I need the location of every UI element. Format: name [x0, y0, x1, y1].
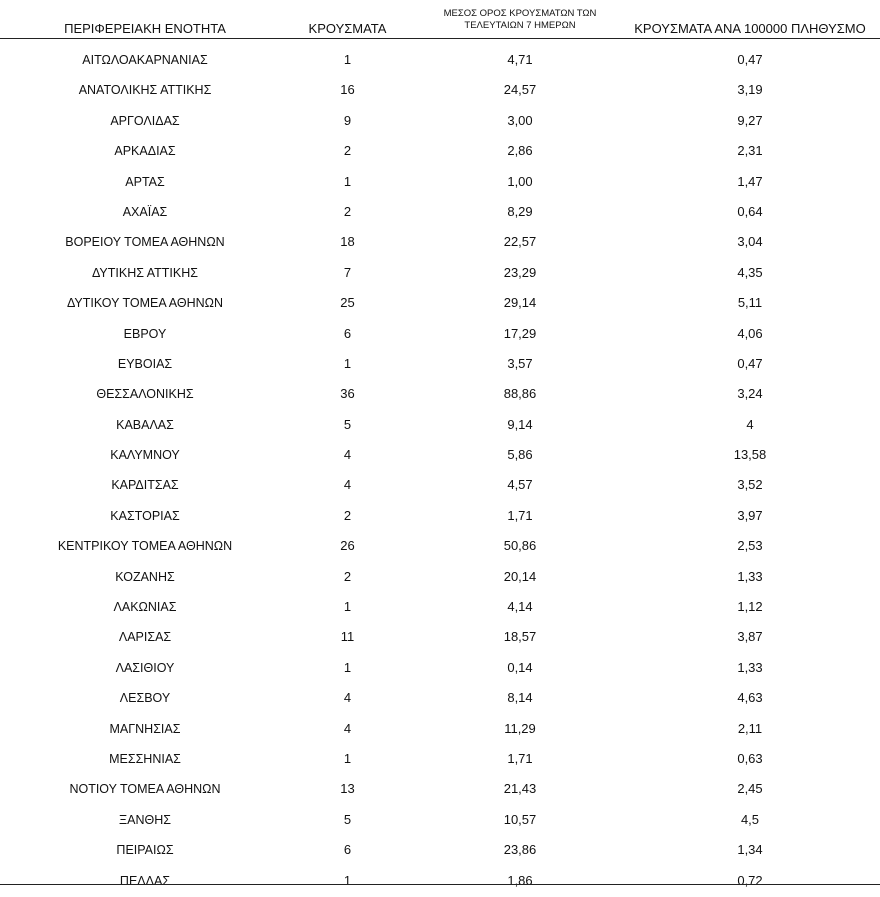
cell-region: ΚΑΛΥΜΝΟΥ	[110, 448, 180, 463]
cell-seven-day-average: 10,57	[503, 811, 537, 827]
cell-per-100k: 3,19	[737, 82, 763, 98]
cell-seven-day-average: 3,57	[507, 355, 533, 371]
cell-seven-day-average: 20,14	[503, 568, 537, 584]
cell-region: ΚΑΣΤΟΡΙΑΣ	[110, 508, 180, 523]
table-row	[0, 654, 880, 684]
cell-region: ΕΥΒΟΙΑΣ	[117, 356, 173, 371]
cell-region: ΚΟΖΑΝΗΣ	[115, 569, 175, 584]
cell-cases: 4	[343, 447, 352, 463]
table-row	[0, 46, 880, 76]
cell-region: ΠΕΙΡΑΙΩΣ	[116, 843, 174, 858]
cell-cases: 25	[340, 295, 355, 311]
cell-cases: 2	[343, 203, 352, 219]
cell-region: ΕΒΡΟΥ	[123, 326, 167, 341]
header-avg-line1: ΜΕΣΟΣ ΟΡΟΣ ΚΡΟΥΣΜΑΤΩΝ ΤΩΝ	[443, 8, 597, 19]
cell-region: ΑΡΓΟΛΙΔΑΣ	[110, 113, 180, 128]
table-row	[0, 320, 880, 350]
cell-seven-day-average: 9,14	[507, 416, 533, 432]
cell-seven-day-average: 24,57	[503, 82, 537, 98]
table-row	[0, 168, 880, 198]
table-row	[0, 593, 880, 623]
cell-seven-day-average: 23,29	[503, 264, 537, 280]
cell-cases: 26	[340, 538, 355, 554]
cell-per-100k: 5,11	[737, 295, 763, 311]
cell-seven-day-average: 8,29	[507, 203, 533, 219]
cell-per-100k: 2,31	[737, 143, 763, 159]
table-row	[0, 380, 880, 410]
cell-cases: 1	[343, 52, 352, 67]
cell-region: ΛΕΣΒΟΥ	[119, 691, 171, 706]
cell-per-100k: 2,53	[737, 538, 763, 554]
table-row	[0, 350, 880, 380]
cell-seven-day-average: 18,57	[503, 629, 537, 645]
cell-per-100k: 0,64	[737, 203, 763, 219]
cell-cases: 16	[340, 82, 355, 98]
table-row	[0, 836, 880, 866]
cell-region: ΠΕΛΛΑΣ	[119, 873, 171, 888]
cell-per-100k: 0,63	[737, 750, 763, 766]
cell-seven-day-average: 1,71	[507, 750, 533, 766]
cell-region: ΔΥΤΙΚΗΣ ΑΤΤΙΚΗΣ	[92, 265, 198, 280]
cell-cases: 2	[343, 143, 352, 159]
cell-seven-day-average: 88,86	[503, 386, 537, 402]
table-row	[0, 471, 880, 501]
cell-seven-day-average: 1,71	[507, 507, 533, 523]
header-region: ΠΕΡΙΦΕΡΕΙΑΚΗ ΕΝΟΤΗΤΑ	[64, 21, 226, 36]
table-row	[0, 715, 880, 745]
cell-seven-day-average: 22,57	[503, 234, 537, 250]
cell-per-100k: 3,87	[737, 629, 763, 645]
cell-region: ΒΟΡΕΙΟΥ ΤΟΜΕΑ ΑΘΗΝΩΝ	[65, 235, 225, 250]
cell-cases: 36	[340, 386, 355, 402]
cell-per-100k: 2,45	[737, 781, 763, 797]
table-row	[0, 198, 880, 228]
cell-per-100k: 4,06	[737, 325, 763, 341]
cell-region: ΛΑΡΙΣΑΣ	[118, 630, 172, 645]
cell-seven-day-average: 50,86	[503, 538, 537, 554]
table-row	[0, 259, 880, 289]
cell-cases: 5	[343, 811, 352, 827]
cell-region: ΜΕΣΣΗΝΙΑΣ	[109, 751, 181, 766]
cell-per-100k: 4,5	[740, 811, 760, 827]
table-bottom-border	[0, 884, 880, 885]
cell-seven-day-average: 21,43	[503, 781, 537, 797]
cell-region: ΛΑΣΙΘΙΟΥ	[115, 660, 175, 675]
cell-cases: 1	[343, 750, 352, 766]
cell-region: ΑΙΤΩΛΟΑΚΑΡΝΑΝΙΑΣ	[82, 53, 208, 67]
cell-per-100k: 4,63	[737, 690, 763, 706]
cell-seven-day-average: 1,86	[507, 872, 533, 888]
cell-seven-day-average: 29,14	[503, 295, 537, 311]
table-row	[0, 623, 880, 653]
cell-region: ΑΝΑΤΟΛΙΚΗΣ ΑΤΤΙΚΗΣ	[78, 83, 212, 98]
cell-cases: 4	[343, 690, 352, 706]
cell-cases: 1	[343, 355, 352, 371]
table-body	[0, 46, 880, 897]
cell-per-100k: 3,24	[737, 386, 763, 402]
cell-seven-day-average: 8,14	[507, 690, 533, 706]
cell-cases: 2	[343, 507, 352, 523]
cell-region: ΜΑΓΝΗΣΙΑΣ	[109, 721, 181, 736]
cell-per-100k: 4,35	[737, 264, 763, 280]
cell-cases: 4	[343, 720, 352, 736]
table-row	[0, 775, 880, 805]
table-row	[0, 806, 880, 836]
cell-cases: 1	[343, 659, 352, 675]
cell-region: ΚΑΒΑΛΑΣ	[116, 417, 174, 432]
cell-seven-day-average: 17,29	[503, 325, 537, 341]
cell-cases: 11	[340, 629, 355, 645]
cell-region: ΘΕΣΣΑΛΟΝΙΚΗΣ	[96, 387, 194, 402]
cell-per-100k: 0,47	[737, 355, 763, 371]
cell-per-100k: 1,33	[737, 568, 763, 584]
table-row	[0, 563, 880, 593]
cell-seven-day-average: 4,14	[507, 599, 533, 615]
table-row	[0, 867, 880, 897]
cell-region: ΑΡΤΑΣ	[125, 174, 165, 189]
table-row	[0, 76, 880, 106]
cell-per-100k: 4	[746, 416, 754, 432]
cell-cases: 18	[340, 234, 355, 250]
header-cases-per-100k: ΚΡΟΥΣΜΑΤΑ ΑΝΑ 100000 ΠΛΗΘΥΣΜΟ	[634, 21, 866, 36]
cell-per-100k: 1,33	[737, 659, 763, 675]
cell-cases: 4	[343, 477, 352, 493]
cell-seven-day-average: 23,86	[503, 842, 537, 858]
cell-cases: 1	[343, 872, 352, 888]
cell-region: ΚΑΡΔΙΤΣΑΣ	[111, 478, 179, 493]
cell-cases: 7	[343, 264, 352, 280]
cell-region: ΑΡΚΑΔΙΑΣ	[114, 144, 176, 159]
cell-per-100k: 13,58	[733, 447, 767, 463]
cell-per-100k: 0,72	[737, 872, 763, 888]
cell-per-100k: 0,47	[737, 52, 763, 67]
cell-per-100k: 1,12	[737, 599, 763, 615]
table-row	[0, 228, 880, 258]
cell-seven-day-average: 1,00	[507, 173, 533, 189]
cell-seven-day-average: 5,86	[507, 447, 533, 463]
table-row	[0, 745, 880, 775]
cell-cases: 9	[343, 112, 352, 128]
cell-region: ΞΑΝΘΗΣ	[119, 812, 171, 827]
header-seven-day-average	[405, 8, 635, 32]
table-row	[0, 411, 880, 441]
cell-per-100k: 9,27	[737, 112, 763, 128]
cell-seven-day-average: 3,00	[507, 112, 533, 128]
cell-per-100k: 3,04	[737, 234, 763, 250]
cell-cases: 6	[343, 325, 352, 341]
cell-per-100k: 3,52	[737, 477, 763, 493]
cell-region: ΝΟΤΙΟΥ ΤΟΜΕΑ ΑΘΗΝΩΝ	[69, 782, 221, 797]
cell-region: ΔΥΤΙΚΟΥ ΤΟΜΕΑ ΑΘΗΝΩΝ	[66, 296, 224, 311]
cell-per-100k: 1,47	[737, 173, 763, 189]
cell-cases: 1	[343, 599, 352, 615]
cell-cases: 5	[343, 416, 352, 432]
table-row	[0, 441, 880, 471]
cell-region: ΑΧΑΪΑΣ	[122, 204, 168, 219]
cell-per-100k: 2,11	[737, 720, 763, 736]
table-row	[0, 107, 880, 137]
cell-cases: 1	[343, 173, 352, 189]
cell-seven-day-average: 11,29	[504, 720, 536, 736]
table-row	[0, 532, 880, 562]
header-cases: ΚΡΟΥΣΜΑΤΑ	[308, 21, 387, 36]
cell-seven-day-average: 0,14	[507, 659, 533, 675]
cell-seven-day-average: 4,57	[507, 477, 533, 493]
cell-per-100k: 1,34	[737, 842, 763, 858]
cell-cases: 13	[340, 781, 355, 797]
table-header	[0, 0, 880, 39]
header-avg-line2: ΤΕΛΕΥΤΑΙΩΝ 7 ΗΜΕΡΩΝ	[464, 20, 576, 31]
cell-cases: 6	[343, 842, 352, 858]
cell-seven-day-average: 2,86	[507, 143, 533, 159]
table-row	[0, 137, 880, 167]
table-row	[0, 502, 880, 532]
cell-seven-day-average: 4,71	[507, 52, 533, 67]
table-row	[0, 684, 880, 714]
cell-region: ΚΕΝΤΡΙΚΟΥ ΤΟΜΕΑ ΑΘΗΝΩΝ	[57, 539, 233, 554]
cell-region: ΛΑΚΩΝΙΑΣ	[113, 600, 177, 615]
cell-per-100k: 3,97	[737, 507, 763, 523]
table-row	[0, 289, 880, 319]
cell-cases: 2	[343, 568, 352, 584]
